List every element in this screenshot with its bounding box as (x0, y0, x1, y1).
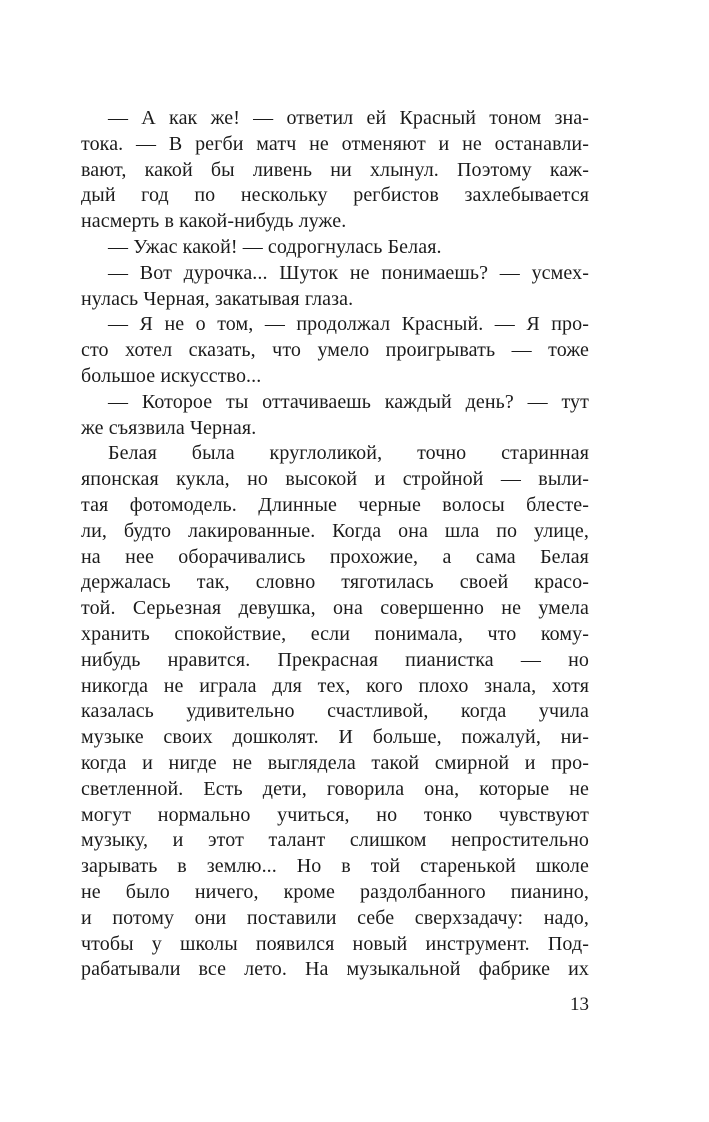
text-line: зарывать в землю... Но в той старенькой школе (81, 855, 589, 878)
text-line: когда и нигде не выглядела такой смирной и про- (81, 751, 589, 774)
text-line: — Я не о том, — продолжал Красный. — Я про- (108, 313, 589, 336)
text-line: японская кукла, но высокой и стройной — выли- (81, 468, 589, 491)
text-line: не было ничего, кроме раздолбанного пианино, (81, 880, 589, 903)
text-line: большое искусство... (81, 364, 262, 387)
text-line: нулась Черная, закатывая глаза. (81, 287, 354, 310)
text-line: насмерть в какой-нибудь луже. (81, 210, 347, 233)
text-line: могут нормально учиться, но тонко чувствуют (81, 803, 589, 826)
text-line: нибудь нравится. Прекрасная пианистка — но (81, 648, 589, 671)
text-line: на нее оборачивались прохожие, а сама Белая (81, 545, 589, 568)
text-line: дый год по нескольку регбистов захлебывается (81, 184, 589, 207)
text-line: ли, будто лакированные. Когда она шла по улице, (81, 519, 589, 542)
text-line: музыке своих дошколят. И больше, пожалуй, ни- (81, 726, 589, 749)
text-line: держалась так, словно тяготилась своей красо- (81, 571, 589, 594)
text-line: — Которое ты оттачиваешь каждый день? — тут (108, 390, 589, 413)
text-line: Белая была круглоликой, точно старинная (108, 442, 589, 465)
text-line: рабатывали все лето. На музыкальной фабрике их (81, 958, 589, 981)
text-line: тая фотомодель. Длинные черные волосы блесте- (81, 493, 589, 516)
text-line: музыку, и этот талант слишком непростительно (81, 829, 589, 852)
text-line: — Ужас какой! — содрогнулась Белая. (108, 235, 442, 258)
text-line: и потому они поставили себе сверхзадачу: надо, (81, 906, 589, 929)
text-line: светленной. Есть дети, говорила она, которые не (81, 777, 589, 800)
text-line: же съязвила Черная. (81, 416, 257, 439)
text-line: — А как же! — ответил ей Красный тоном зна- (108, 107, 589, 129)
page-number: 13 (570, 994, 589, 1015)
text-block (81, 106, 589, 983)
text-line: тока. — В регби матч не отменяют и не останавли- (81, 132, 589, 155)
text-line: чтобы у школы появился новый инструмент. Под- (81, 932, 589, 955)
text-line: той. Серьезная девушка, она совершенно не умела (81, 597, 589, 620)
text-line: казалась удивительно счастливой, когда учила (81, 700, 589, 723)
text-line: хранить спокойствие, если понимала, что кому- (81, 622, 589, 645)
text-line: сто хотел сказать, что умело проигрывать — тоже (81, 339, 589, 362)
text-line: никогда не играла для тех, кого плохо знала, хотя (81, 674, 589, 697)
text-line: — Вот дурочка... Шуток не понимаешь? — усмех- (108, 261, 589, 284)
text-line: вают, какой бы ливень ни хлынул. Поэтому каж- (81, 158, 589, 181)
